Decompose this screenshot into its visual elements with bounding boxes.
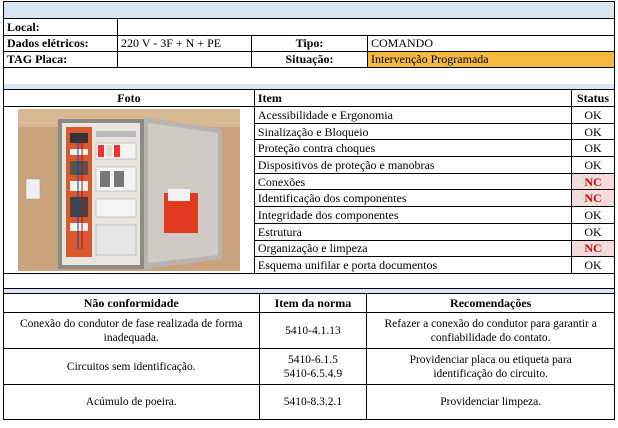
checklist-status: NC	[572, 173, 615, 190]
norma-text: 5410-4.1.13	[259, 313, 367, 349]
checklist-status: OK	[572, 140, 615, 157]
checklist-status: OK	[572, 223, 615, 240]
checklist-item: Proteção contra choques	[254, 140, 571, 157]
top-bar	[3, 1, 615, 19]
checklist-status: NC	[572, 240, 615, 257]
checklist-item: Conexões	[254, 173, 571, 190]
checklist-status: OK	[572, 257, 615, 274]
checklist-status: OK	[572, 207, 615, 224]
status-header: Status	[572, 90, 615, 107]
checklist-item: Acessibilidade e Ergonomia	[254, 107, 571, 124]
checklist-status: NC	[572, 190, 615, 207]
recomendacoes-header: Recomendações	[367, 294, 615, 313]
nc-text: Circuitos sem identificação.	[4, 349, 260, 385]
foto-header: Foto	[4, 90, 255, 107]
dados-eletricos-value: 220 V - 3F + N + PE	[121, 36, 222, 50]
header-grid	[3, 18, 615, 68]
norma-text: 5410-6.1.5 5410-6.5.4.9	[259, 349, 367, 385]
item-header: Item	[254, 90, 571, 107]
checklist-item: Sinalização e Bloqueio	[254, 123, 571, 140]
situacao-value: Intervenção Programada	[368, 52, 614, 67]
checklist-status: OK	[572, 107, 615, 124]
checklist-item: Esquema unifilar e porta documentos	[254, 257, 571, 274]
checklist-item: Estrutura	[254, 223, 571, 240]
nc-text: Acúmulo de poeira.	[4, 385, 260, 420]
checklist-item: Dispositivos de proteção e manobras	[254, 157, 571, 174]
electrical-panel-photo	[18, 109, 240, 271]
checklist-table	[3, 89, 615, 274]
recomendacao-text: Providenciar limpeza.	[367, 385, 615, 420]
recomendacao-text: Providenciar placa ou etiqueta para identificação do circuito.	[367, 349, 615, 385]
checklist-item: Organização e limpeza	[254, 240, 571, 257]
photo-cell	[4, 107, 255, 274]
tipo-label: Tipo:	[295, 36, 324, 50]
norma-header: Item da norma	[259, 294, 367, 313]
checklist-item: Identificação dos componentes	[254, 190, 571, 207]
situacao-label: Situação:	[285, 52, 334, 66]
dados-eletricos-label: Dados elétricos:	[7, 36, 89, 50]
norma-text: 5410-8.3.2.1	[259, 385, 367, 420]
local-label: Local:	[7, 20, 40, 34]
checklist-item: Integridade dos componentes	[254, 207, 571, 224]
checklist-status: OK	[572, 157, 615, 174]
nonconformity-table	[3, 293, 615, 420]
tipo-value: COMANDO	[371, 36, 434, 50]
checklist-status: OK	[572, 123, 615, 140]
recomendacao-text: Refazer a conexão do condutor para garantir a confiabilidade do contato.	[367, 313, 615, 349]
tag-placa-label: TAG Placa:	[7, 52, 68, 66]
nc-text: Conexão do condutor de fase realizada de forma inadequada.	[4, 313, 260, 349]
nc-header: Não conformidade	[4, 294, 260, 313]
